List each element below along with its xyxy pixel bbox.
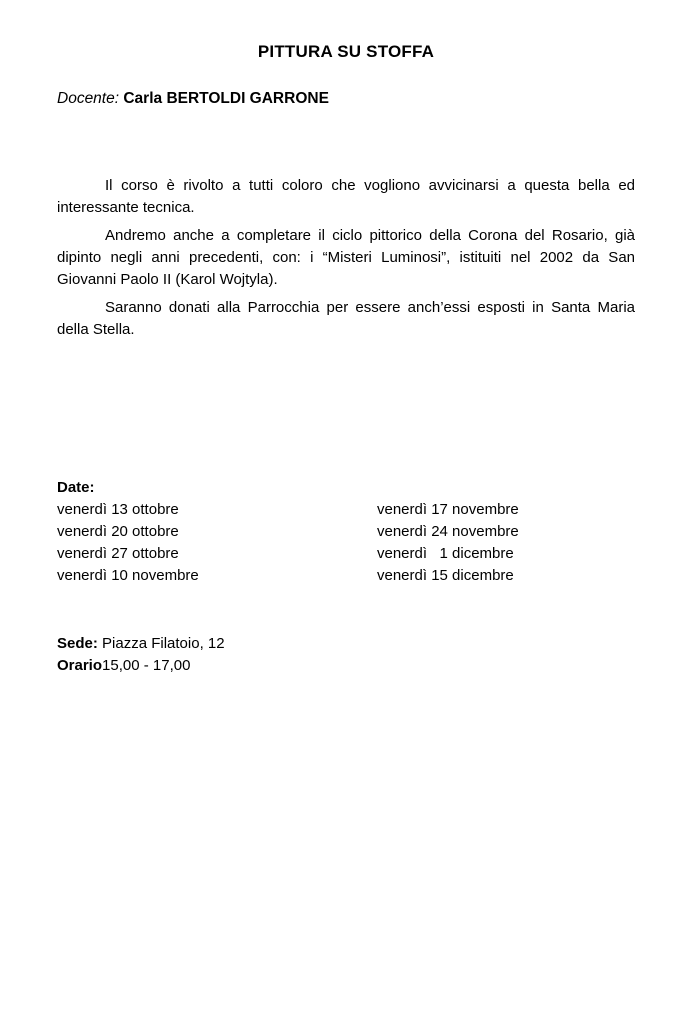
date-item: venerdì 20 ottobre [57, 523, 179, 540]
document-page [0, 42, 693, 1023]
orario-line [57, 655, 635, 677]
date-column-left [57, 499, 377, 587]
date-item: venerdì 15 dicembre [377, 567, 514, 584]
docente-line [57, 89, 635, 109]
docente-label: Docente: [57, 90, 120, 107]
date-columns [57, 499, 635, 587]
body-paragraph-2: Andremo anche a completare il ciclo pittorico della Corona del Rosario, già dipinto negli anni precedenti, con: i “Misteri Luminosi”, istituiti nel 2002 da San Giovanni Paolo II (Karol Wojtyla). [57, 227, 635, 288]
dates-section [57, 477, 635, 587]
orario-label: Orario [57, 657, 103, 674]
date-column-right [377, 499, 519, 587]
page-title: PITTURA SU STOFFA [257, 42, 435, 61]
sede-label: Sede: [57, 635, 98, 652]
date-item: venerdì 17 novembre [377, 501, 519, 518]
sede-value: Piazza Filatoio, 12 [97, 635, 225, 652]
date-item: venerdì 27 ottobre [57, 545, 179, 562]
dates-label: Date: [57, 479, 95, 496]
date-item: venerdì 13 ottobre [57, 501, 179, 518]
docente-name: Carla BERTOLDI GARRONE [123, 90, 329, 107]
date-item: venerdì 1 dicembre [377, 545, 514, 562]
orario-value: 15,00 - 17,00 [102, 657, 191, 674]
date-item: venerdì 24 novembre [377, 523, 519, 540]
venue-section [57, 633, 635, 677]
body-paragraph-1: Il corso è rivolto a tutti coloro che vogliono avvicinarsi a questa bella ed interessante tecnica. [57, 177, 635, 216]
body-paragraph-3: Saranno donati alla Parrocchia per essere anch’essi esposti in Santa Maria della Stella. [57, 299, 635, 338]
sede-line [57, 633, 635, 655]
date-item: venerdì 10 novembre [57, 567, 199, 584]
